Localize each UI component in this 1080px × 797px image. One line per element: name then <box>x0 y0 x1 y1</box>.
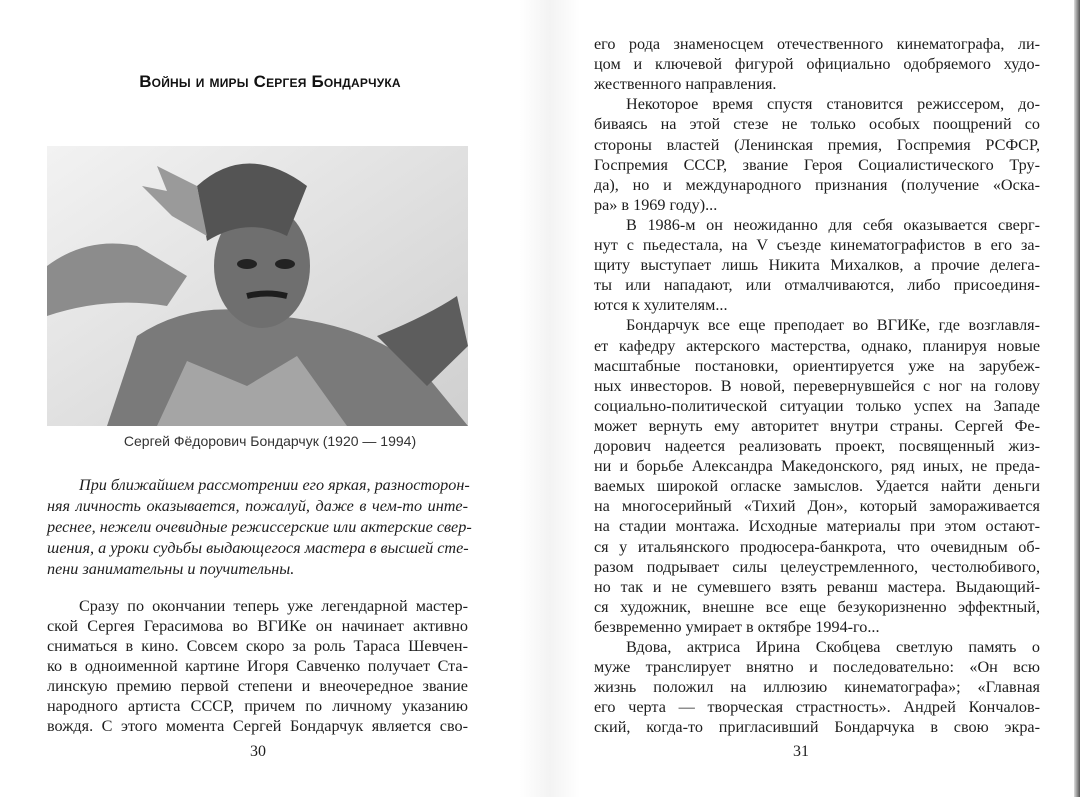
photo-caption: Сергей Фёдорович Бондарчук (1920 — 1994) <box>123 433 417 449</box>
text-line: В 1986-м он неожиданно для себя оказывается сверг- <box>626 215 1040 234</box>
text-line: народного артиста СССР, причем по личному указанию <box>47 697 468 715</box>
text-line: пени занимательны и поучительны. <box>47 560 295 578</box>
text-line: ко в одноименной картине Игоря Савченко получает Ста- <box>47 657 468 675</box>
text-line: муже транслирует внятно и последовательно: «Он всю <box>594 658 1040 677</box>
page-number-right: 31 <box>793 743 809 760</box>
text-line: линскую премию первой степени и внеочередное звание <box>47 677 468 695</box>
text-line: нут с пьедестала, на V съезде кинематографистов в его за- <box>594 236 1040 254</box>
page-edge <box>1074 0 1080 797</box>
text-line: цом и ключевой фигурой официально одобряемого худо- <box>594 55 1040 74</box>
text-line: Вдова, актриса Ирина Скобцева светлую память о <box>626 638 1040 656</box>
text-line: вождя. С этого момента Сергей Бондарчук является сво- <box>47 717 468 735</box>
text-line: на стадии монтажа. Исходные материалы при этом остают- <box>594 517 1040 536</box>
text-line: разом подрывает силы целеустремленного, честолюбивого, <box>594 557 1040 576</box>
text-line: ся у итальянского продюсера-банкрота, что очевидным об- <box>594 537 1040 556</box>
text-line: щиту выступает лишь Никита Михалков, а прочие делега- <box>594 256 1040 275</box>
text-line: ты или нападают, или отмалчиваются, либо присоединя- <box>594 276 1040 295</box>
text-line: реснее, нежели очевидные режиссерские или актерские свер- <box>47 518 472 536</box>
text-line: да), но и международного признания (получение «Оска- <box>594 175 1040 194</box>
text-line: его черта — творческая страстность». Андрей Кончалов- <box>594 698 1040 717</box>
text-line: дорович надеется реализовать проект, посвященный жиз- <box>594 437 1040 455</box>
text-line: ский, когда-то пригласивший Бондарчука в свою экра- <box>594 718 1040 737</box>
text-line: но так и не сумевшего взять реванш мастера. Выдающий- <box>594 577 1040 596</box>
text-line: его рода знаменосцем отечественного кинематографа, ли- <box>594 35 1040 53</box>
text-line: ся художник, внешне все еще безукоризненно эффектный, <box>594 597 1040 616</box>
text-line: Бондарчук все еще преподает во ВГИКе, где возглавля- <box>626 316 1040 335</box>
text-line: безвременно умирает в октябре 1994-го... <box>594 617 880 636</box>
text-line: Некоторое время спустя становится режиссером, до- <box>626 95 1040 114</box>
text-line: социально-политической ситуации только успех на Западе <box>594 396 1040 415</box>
text-line: масштабные постановки, ориентируется уже на зарубеж- <box>594 356 1040 375</box>
text-line: ваемых широкой огласке замыслов. Удается найти деньги <box>594 477 1040 496</box>
text-line: стороны властей (Ленинская премия, Госпремия РСФСР, <box>594 135 1040 154</box>
text-line: сниматься в кино. Совсем скоро за роль Тараса Шевчен- <box>47 637 468 655</box>
text-line: ет кафедру актерского мастерства, однако, планируя новые <box>594 336 1040 355</box>
text-line: ни и борьбе Александра Македонского, ряд иных, не преда- <box>594 457 1040 476</box>
text-line: ра» в 1969 году)... <box>594 195 718 214</box>
book-gutter <box>520 0 580 797</box>
text-line: ской Сергея Герасимова во ВГИКе он начинает активно <box>47 617 468 635</box>
text-line: няя личность оказывается, пожалуй, даже в чем-то инте- <box>47 497 468 515</box>
text-line: Госпремия СССР, звание Героя Социалистического Тру- <box>594 155 1040 174</box>
text-line: Сразу по окончании теперь уже легендарной мастер- <box>79 597 468 615</box>
text-line: При ближайшем рассмотрении его яркая, разносторон- <box>79 476 470 494</box>
page-number-left: 30 <box>250 743 266 760</box>
text-line: шения, а уроки судьбы выдающегося мастера в высшей сте- <box>47 539 469 557</box>
text-line: может вернуть ему авторитет внутри страны. Сергей Фе- <box>594 416 1040 435</box>
text-line: ются к хулителям... <box>594 296 728 315</box>
text-line: биваясь на этой стезе не только особых поощрений со <box>594 115 1040 134</box>
text-line: жественного направления. <box>594 75 777 94</box>
chapter-title: Войны и миры Сергея Бондарчука <box>139 72 401 91</box>
text-line: на многосерийный «Тихий Дон», который замораживается <box>594 497 1040 516</box>
text-line: ных инвесторов. В новой, перевернувшейся с ног на голову <box>594 376 1040 395</box>
portrait-photo <box>47 146 468 426</box>
text-line: жизнь положил на иллюзию кинематографа»; «Главная <box>594 678 1040 697</box>
